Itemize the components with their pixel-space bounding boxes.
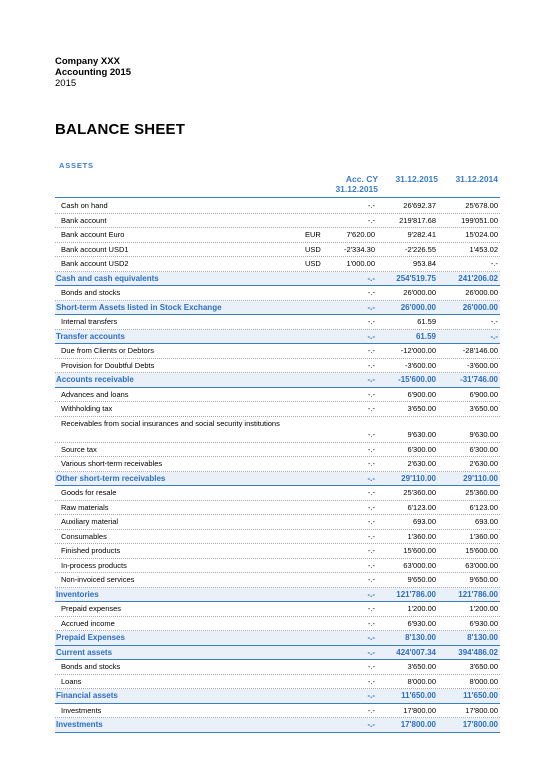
row-previous-year: 394'486.02 — [458, 647, 498, 657]
row-current-year: 3'650.00 — [407, 662, 436, 671]
balance-table — [55, 199, 500, 733]
row-acc-cy: -.- — [367, 404, 375, 413]
row-label: Bank account — [61, 215, 107, 225]
row-acc-cy: -.- — [367, 647, 375, 657]
row-current-year: 121'786.00 — [396, 589, 436, 599]
row-current-year: 11'650.00 — [401, 691, 436, 700]
row-acc-cy: -.- — [367, 676, 375, 686]
row-current-year: 26'000.00 — [403, 288, 436, 297]
row-previous-year: -.- — [490, 259, 498, 268]
table-row — [55, 359, 500, 374]
table-row — [55, 675, 500, 690]
row-currency: USD — [305, 244, 321, 254]
row-acc-cy: -.- — [367, 389, 375, 399]
row-acc-cy: -.- — [367, 473, 375, 483]
row-previous-year: 25'678.00 — [465, 201, 498, 210]
row-label: Finished products — [61, 546, 121, 555]
year: 2015 — [55, 78, 77, 89]
row-label: Consumables — [61, 531, 107, 541]
row-previous-year: 26'000.00 — [462, 302, 498, 312]
subtotal-row — [55, 472, 500, 487]
subtotal-row — [55, 689, 500, 704]
row-previous-year: 693.00 — [475, 517, 498, 526]
row-acc-cy: -.- — [367, 302, 375, 312]
row-previous-year: -.- — [490, 331, 498, 341]
table-row — [55, 573, 500, 588]
page-title: BALANCE SHEET — [55, 121, 186, 138]
row-label: Prepaid expenses — [61, 604, 122, 613]
table-row — [55, 286, 500, 301]
row-previous-year: -31'746.00 — [460, 375, 498, 384]
table-row — [55, 199, 500, 214]
row-current-year: 693.00 — [413, 517, 436, 526]
row-previous-year: 11'650.00 — [463, 691, 498, 700]
table-row — [55, 457, 500, 472]
row-acc-cy: -.- — [367, 502, 375, 512]
row-previous-year: 3'650.00 — [469, 404, 498, 413]
table-row — [55, 559, 500, 574]
row-label: Source tax — [61, 444, 97, 454]
row-previous-year: -.- — [490, 317, 498, 326]
row-previous-year: 121'786.00 — [458, 589, 498, 599]
row-current-year: 219'817.68 — [399, 215, 436, 225]
row-current-year: 6'930.00 — [407, 618, 436, 628]
row-acc-cy: -.- — [367, 662, 375, 671]
row-label: Transfer accounts — [56, 331, 125, 341]
row-label: Due from Clients or Debtors — [61, 346, 154, 355]
row-current-year: 6'123.00 — [407, 502, 436, 512]
row-acc-cy: -.- — [367, 531, 375, 541]
row-current-year: -2'226.55 — [404, 244, 436, 254]
row-acc-cy: -.- — [367, 331, 375, 341]
row-current-year: 3'650.00 — [407, 404, 436, 413]
row-label: Non-invoiced services — [61, 575, 135, 584]
row-current-year: 17'800.00 — [403, 705, 436, 715]
row-current-year: 6'300.00 — [407, 444, 436, 454]
row-previous-year: 1'200.00 — [469, 604, 498, 613]
row-label: Cash and cash equivalents — [56, 273, 159, 283]
row-current-year: -3'600.00 — [404, 360, 436, 370]
row-label: Raw materials — [61, 502, 109, 512]
row-previous-year: 9'650.00 — [469, 575, 498, 584]
row-previous-year: 63'000.00 — [465, 560, 498, 570]
row-previous-year: -28'146.00 — [462, 346, 498, 355]
row-label: Bank account Euro — [61, 230, 125, 239]
row-previous-year: 6'300.00 — [469, 444, 498, 454]
row-label: Bank account USD1 — [61, 244, 129, 254]
subtotal-row — [55, 373, 500, 388]
subtotal-row — [55, 272, 500, 287]
row-previous-year: 25'360.00 — [465, 488, 498, 497]
row-label: Advances and loans — [61, 389, 129, 399]
row-previous-year: 241'206.02 — [458, 273, 498, 283]
column-header-previous-year: 31.12.2014 — [455, 174, 498, 184]
row-previous-year: 199'051.00 — [461, 215, 498, 225]
row-label: Bonds and stocks — [61, 288, 121, 297]
row-label: Prepaid Expenses — [56, 633, 125, 642]
row-acc-cy: -.- — [367, 317, 375, 326]
row-current-year: 1'200.00 — [407, 604, 436, 613]
column-header-acc-cy-line1: Acc. CY — [345, 174, 378, 184]
row-label: Various short-term receivables — [61, 459, 163, 468]
table-row — [55, 515, 500, 530]
row-label: Receivables from social insurances and social security institutions — [61, 418, 280, 428]
document-header — [55, 56, 131, 89]
section-title: ASSETS — [59, 161, 94, 170]
row-acc-cy: -.- — [367, 459, 375, 468]
row-previous-year: 1'360.00 — [469, 531, 498, 541]
row-acc-cy: -.- — [367, 618, 375, 628]
company-name: Company XXX — [55, 56, 120, 67]
row-acc-cy: -.- — [367, 488, 375, 497]
row-label: Provision for Doubtful Debts — [61, 360, 155, 370]
row-previous-year: 17'800.00 — [465, 705, 498, 715]
subtotal-row — [55, 631, 500, 646]
row-label: Inventories — [56, 589, 99, 599]
table-row — [55, 417, 500, 443]
row-current-year: 8'130.00 — [405, 633, 436, 642]
row-acc-cy: -.- — [367, 273, 375, 283]
row-current-year: -15'600.00 — [398, 375, 436, 384]
row-current-year: 26'000.00 — [400, 302, 436, 312]
row-previous-year: 1'453.02 — [469, 244, 498, 254]
row-acc-cy: 7'620.00 — [346, 230, 375, 239]
row-acc-cy: -.- — [367, 288, 375, 297]
row-previous-year: 8'000.00 — [469, 676, 498, 686]
row-current-year: 2'630.00 — [407, 459, 436, 468]
row-label: Cash on hand — [61, 201, 108, 210]
row-acc-cy: -.- — [367, 575, 375, 584]
table-row — [55, 660, 500, 675]
row-current-year: 61.59 — [417, 317, 436, 326]
row-current-year: 254'519.75 — [396, 273, 436, 283]
table-row — [55, 315, 500, 330]
row-previous-year: 8'130.00 — [467, 633, 498, 642]
row-acc-cy: -.- — [367, 691, 375, 700]
row-current-year: 424'007.34 — [396, 647, 436, 657]
row-label: In-process products — [61, 560, 127, 570]
row-acc-cy: -.- — [367, 429, 375, 439]
subtotal-row — [55, 646, 500, 661]
row-current-year: 9'282.41 — [407, 230, 436, 239]
row-previous-year: 15'024.00 — [465, 230, 498, 239]
row-acc-cy: -.- — [367, 705, 375, 715]
table-row — [55, 257, 500, 272]
table-row — [55, 530, 500, 545]
row-acc-cy: -.- — [367, 546, 375, 555]
row-previous-year: 6'930.00 — [469, 618, 498, 628]
row-current-year: 63'000.00 — [403, 560, 436, 570]
row-current-year: 9'650.00 — [407, 575, 436, 584]
row-acc-cy: -.- — [367, 215, 375, 225]
row-acc-cy: 1'000.00 — [346, 259, 375, 268]
table-row — [55, 402, 500, 417]
row-current-year: 26'692.37 — [403, 201, 436, 210]
column-header-acc-cy-line2: 31.12.2015 — [335, 184, 378, 194]
row-current-year: 15'600.00 — [403, 546, 436, 555]
row-label: Current assets — [56, 647, 113, 657]
row-previous-year: 3'650.00 — [469, 662, 498, 671]
accounting-period: Accounting 2015 — [55, 67, 132, 78]
subtotal-row — [55, 718, 500, 733]
row-current-year: 1'360.00 — [407, 531, 436, 541]
row-label: Auxiliary material — [61, 517, 119, 526]
row-acc-cy: -.- — [367, 360, 375, 370]
row-current-year: 9'630.00 — [407, 429, 436, 439]
table-row — [55, 501, 500, 516]
row-previous-year: 29'110.00 — [463, 473, 498, 483]
row-acc-cy: -2'334.30 — [343, 244, 375, 254]
row-acc-cy: -.- — [367, 720, 375, 729]
row-current-year: -12'000.00 — [400, 346, 436, 355]
table-row — [55, 214, 500, 229]
row-previous-year: 2'630.00 — [469, 459, 498, 468]
header-divider — [55, 197, 500, 198]
row-current-year: 29'110.00 — [401, 473, 436, 483]
subtotal-row — [55, 588, 500, 603]
row-acc-cy: -.- — [367, 375, 375, 384]
row-previous-year: 9'630.00 — [469, 429, 498, 439]
row-previous-year: 15'600.00 — [465, 546, 498, 555]
row-acc-cy: -.- — [367, 517, 375, 526]
row-label: Accrued income — [61, 618, 115, 628]
table-row — [55, 602, 500, 617]
row-current-year: 6'900.00 — [407, 389, 436, 399]
row-label: Financial assets — [56, 691, 118, 700]
table-row — [55, 544, 500, 559]
row-label: Goods for resale — [61, 488, 117, 497]
table-row — [55, 388, 500, 403]
row-previous-year: 17'800.00 — [462, 720, 498, 729]
row-label: Bank account USD2 — [61, 259, 129, 268]
row-current-year: 953.84 — [413, 259, 436, 268]
row-current-year: 25'360.00 — [403, 488, 436, 497]
row-acc-cy: -.- — [367, 560, 375, 570]
column-header-acc-cy — [300, 174, 378, 194]
row-currency: USD — [305, 259, 321, 268]
row-acc-cy: -.- — [367, 633, 375, 642]
row-previous-year: -3'600.00 — [466, 360, 498, 370]
row-label: Loans — [61, 676, 82, 686]
table-row — [55, 243, 500, 258]
row-acc-cy: -.- — [367, 346, 375, 355]
row-label: Accounts receivable — [56, 375, 134, 384]
row-label: Internal transfers — [61, 317, 118, 326]
row-previous-year: 6'900.00 — [469, 389, 498, 399]
table-row — [55, 344, 500, 359]
row-current-year: 61.59 — [415, 331, 436, 341]
row-label: Withholding tax — [61, 404, 113, 413]
row-label: Short-term Assets listed in Stock Exchange — [56, 302, 222, 312]
row-acc-cy: -.- — [367, 444, 375, 454]
subtotal-row — [55, 330, 500, 345]
table-row — [55, 486, 500, 501]
row-acc-cy: -.- — [367, 201, 375, 210]
row-previous-year: 26'000.00 — [465, 288, 498, 297]
table-row — [55, 617, 500, 632]
subtotal-row — [55, 301, 500, 316]
table-row — [55, 704, 500, 719]
row-previous-year: 6'123.00 — [469, 502, 498, 512]
column-header-current-year: 31.12.2015 — [395, 174, 438, 184]
row-acc-cy: -.- — [367, 604, 375, 613]
table-row — [55, 443, 500, 458]
table-row — [55, 228, 500, 243]
row-label: Other short-term receivables — [56, 473, 166, 483]
row-label: Bonds and stocks — [61, 662, 121, 671]
row-currency: EUR — [305, 230, 321, 239]
row-current-year: 17'800.00 — [400, 720, 436, 729]
row-acc-cy: -.- — [367, 589, 375, 599]
row-current-year: 8'000.00 — [407, 676, 436, 686]
row-label: Investments — [56, 720, 103, 729]
row-label: Investments — [61, 705, 102, 715]
